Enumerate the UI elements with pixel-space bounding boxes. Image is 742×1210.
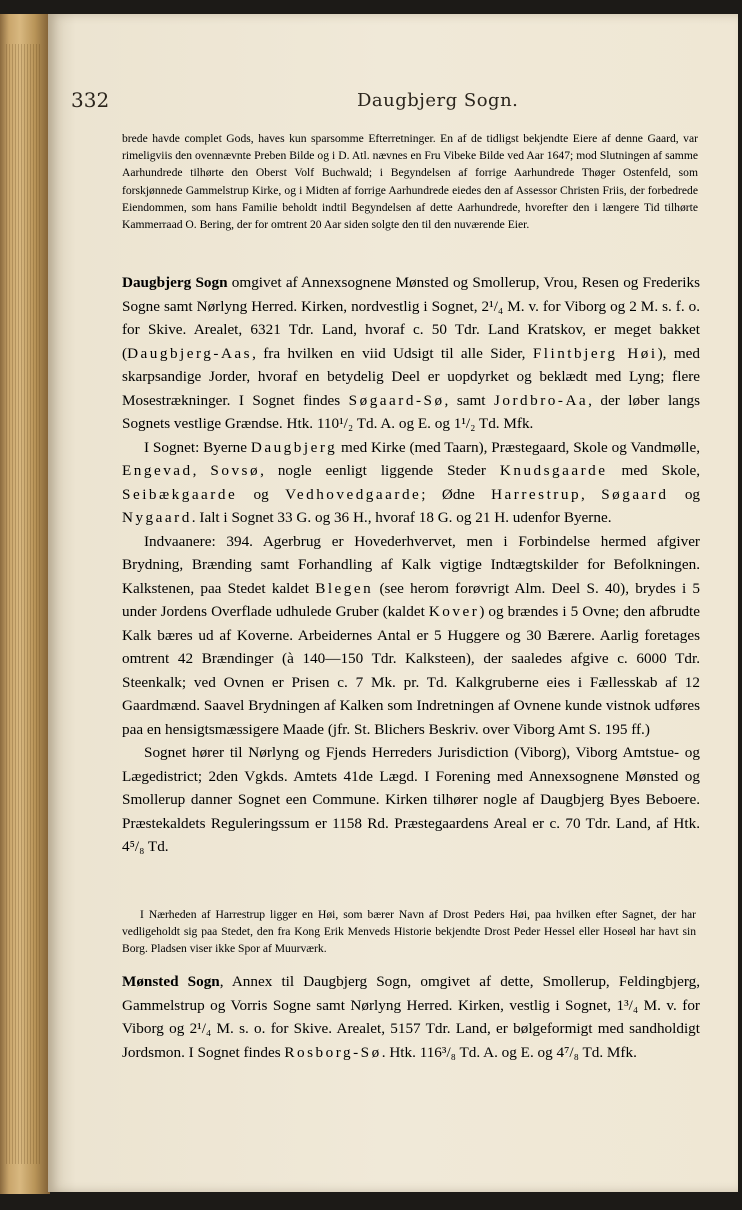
daugbjerg-p1-text: , der løber langs Sognets vestlige Grændse. Htk. 110¹/₂ Td. A. og E. og 1¹/₂ Td. Mfk. [122, 391, 701, 432]
daugbjerg-p2-text: . Ialt i Sognet 33 G. og 36 H., hvoraf 18 G. og 21 H. udenfor Byerne. [191, 509, 612, 526]
monsted-text: . Htk. 116³/₈ Td. A. og E. og 4⁷/₈ Td. Mfk. [381, 1043, 637, 1061]
daugbjerg-p3-text: Indvaanere: 394. Agerbrug er Hovederhvervet, men i Forbindelse hermed afgiver Brydning, Brænding samt Forhandling af Kalk vigtige Indtægtskilder for Befolkningen. Kalkstenen, paa Stedet kaldet [122, 532, 700, 597]
daugbjerg-p1-text: omgivet af Annexsognene Mønsted og Smollerup, Vrou, Resen og Frederiks Sogne samt Nørlyng Herred. Kirken, nordvestlig i Sognet, 2¹/₄ M. v. for Viborg og 2 M. s. f. o. for Skive. Arealet, 6321 Tdr. Land, hvoraf c. 50 Tdr. Land Kratskov, er meget bakket ( [122, 274, 701, 362]
book-spine [0, 14, 50, 1194]
daugbjerg-p2-text: , nogle eenligt liggende Steder [260, 462, 500, 479]
daugbjerg-paragraph-2 [122, 436, 700, 530]
spaced-place-name: Flintbjerg Høi [532, 344, 658, 362]
daugbjerg-paragraph-3 [122, 530, 700, 742]
spine-edge-lines [6, 44, 42, 1164]
spaced-place-name: Daugbjerg-Aas [127, 344, 253, 362]
daugbjerg-paragraph-1 [122, 271, 700, 436]
daugbjerg-section [122, 271, 700, 859]
daugbjerg-p2-text: og [237, 485, 286, 503]
spaced-place-name: Søgaard [601, 485, 669, 503]
spaced-place-name: Blegen [315, 579, 374, 597]
intro-paragraph [122, 130, 698, 233]
spaced-place-name: Nygaard [122, 509, 192, 526]
spaced-place-name: Søgaard-Sø [348, 391, 445, 409]
daugbjerg-p2-text: ; Ødne [421, 485, 492, 503]
spaced-place-name: Harrestrup [491, 485, 582, 503]
daugbjerg-p3-text: (see herom forøvrigt Alm. Deel S. 40), brydes i 5 under Jordens Overflade udhulede Gruber (kaldet [122, 579, 701, 620]
daugbjerg-p3-text: ) og brændes i 5 Ovne; den afbrudte Kalk bæres ud af Koverne. Arbeidernes Antal er 5 Huggere og 30 Bærere. Aarlig foretages omtrent 42 Brændinger (à 140—150 Tdr. Kalksteen), der saaledes afgive c. 6000 Tdr. Steenkalk; ved Ovnen er Prisen c. 7 Mk. pr. Td. Kalkgruberne eies i Fællesskab af 12 Gaardmænd. Saavel Brydningen af Kalken som Indretningen af Ovnene kunde vistnok udføres paa en hensigtsmæssigere Maade (jfr. St. Blichers Beskriv. over Viborg Amt S. 195 ff.) [122, 603, 700, 738]
spaced-place-name: Vedhovedgaarde [285, 485, 422, 503]
monsted-text: , Annex til Daugbjerg Sogn, omgivet af dette, Smollerup, Feldingbjerg, Gammelstrup og Vorris Sogne samt Nørlyng Herred. Kirken, vestlig i Sognet, 1³/₄ M. v. for Viborg og 2¹/₄ M. s. o. for Skive. Arealet, 5157 Tdr. Land, er bølgeformigt med sandholdigt Jordsmon. I Sognet findes [122, 973, 700, 1061]
daugbjerg-p2-text: og [668, 485, 700, 503]
daugbjerg-p2-text: med Skole, [607, 462, 701, 479]
spaced-place-name: Kover [428, 603, 480, 620]
daugbjerg-p2-text: , [581, 485, 602, 503]
monsted-paragraph [122, 970, 700, 1064]
daugbjerg-p2-text: med Kirke (med Taarn), Præstegaard, Skole og Vandmølle, [337, 438, 700, 456]
running-title: Daugbjerg Sogn. [357, 90, 519, 111]
daugbjerg-p1-text: , samt [444, 391, 494, 409]
daugbjerg-p1-text: , fra hvilken en viid Udsigt til alle Sider, [252, 344, 533, 362]
daugbjerg-paragraph-4: Sognet hører til Nørlyng og Fjends Herreders Jurisdiction (Viborg), Viborg Amtstue- og Lægedistrict; 2den Vgkds. Amtets 41de Lægd. I Forening med Annexsognene Mønsted og Smollerup danner Sognet een Commune. Kirken tilhører nogle af Daugbjerg Byes Beboere. Præstekaldets Reguleringssum er 1158 Rd. Præstegaardens Areal er c. 70 Tdr. Land, af Htk. 4⁵/₈ Td. [122, 744, 700, 855]
footnote-text: I Nærheden af Harrestrup ligger en Høi, som bærer Navn af Drost Peders Høi, paa hvilken efter Sagnet, der har vedligeholdt sig paa Stedet, den fra Kong Erik Menveds Historie bekjendte Drost Peder Hessel eller Hoseøl har havt sin Borg. Pladsen viser ikke Spor af Muurværk. [122, 908, 696, 956]
spaced-place-name: Daugbjerg [250, 438, 338, 456]
monsted-section [122, 970, 700, 1064]
spaced-place-name: Knudsgaarde [499, 462, 608, 479]
daugbjerg-p2-text: I Sognet: Byerne [144, 438, 251, 456]
footnote [122, 906, 696, 958]
spaced-place-name: Rosborg-Sø [284, 1043, 382, 1061]
spaced-place-name: Engevad [122, 462, 193, 479]
spaced-place-name: Sovsø [210, 462, 261, 479]
intro-text: brede havde complet Gods, haves kun sparsomme Efterretninger. En af de tidligst bekjendte Eiere af denne Gaard, var rimeligviis den ovennævnte Preben Bilde og i D. Atl. nævnes en Fru Vibeke Bilde ved Aar 1647; mod Slutningen af samme Aarhundrede tilhørte den Oberst Volf Buchwald; i Begyndelsen af forrige Aarhundrede Thøger Ostenfeld, som forskjønnede Gammelstrup Kirke, og i Midten af forrige Aarhundrede eiedes den af Assessor Christen Friis, der forbedrede Eiendommen, som hans Familie beholdt indtil Begyndelsen af dette Aarhundrede, hvorefter den i længere Tid tilhørte Kammerraad O. Bering, der for omtrent 20 Aar siden solgte den til den nuværende Eier. [122, 132, 698, 232]
monsted-heading: Mønsted Sogn [122, 973, 220, 990]
daugbjerg-p2-text: , [192, 462, 211, 479]
page-number: 332 [71, 88, 110, 112]
daugbjerg-p1-text: ), med skarpsandige Jorder, hvoraf en betydelig Deel er uopdyrket og beklædt med Lyng; flere Mosestrækninger. I Sognet findes [122, 344, 700, 409]
spaced-place-name: Jordbro-Aa [493, 391, 589, 409]
daugbjerg-heading: Daugbjerg Sogn [122, 274, 228, 291]
spaced-place-name: Seibækgaarde [122, 485, 238, 503]
